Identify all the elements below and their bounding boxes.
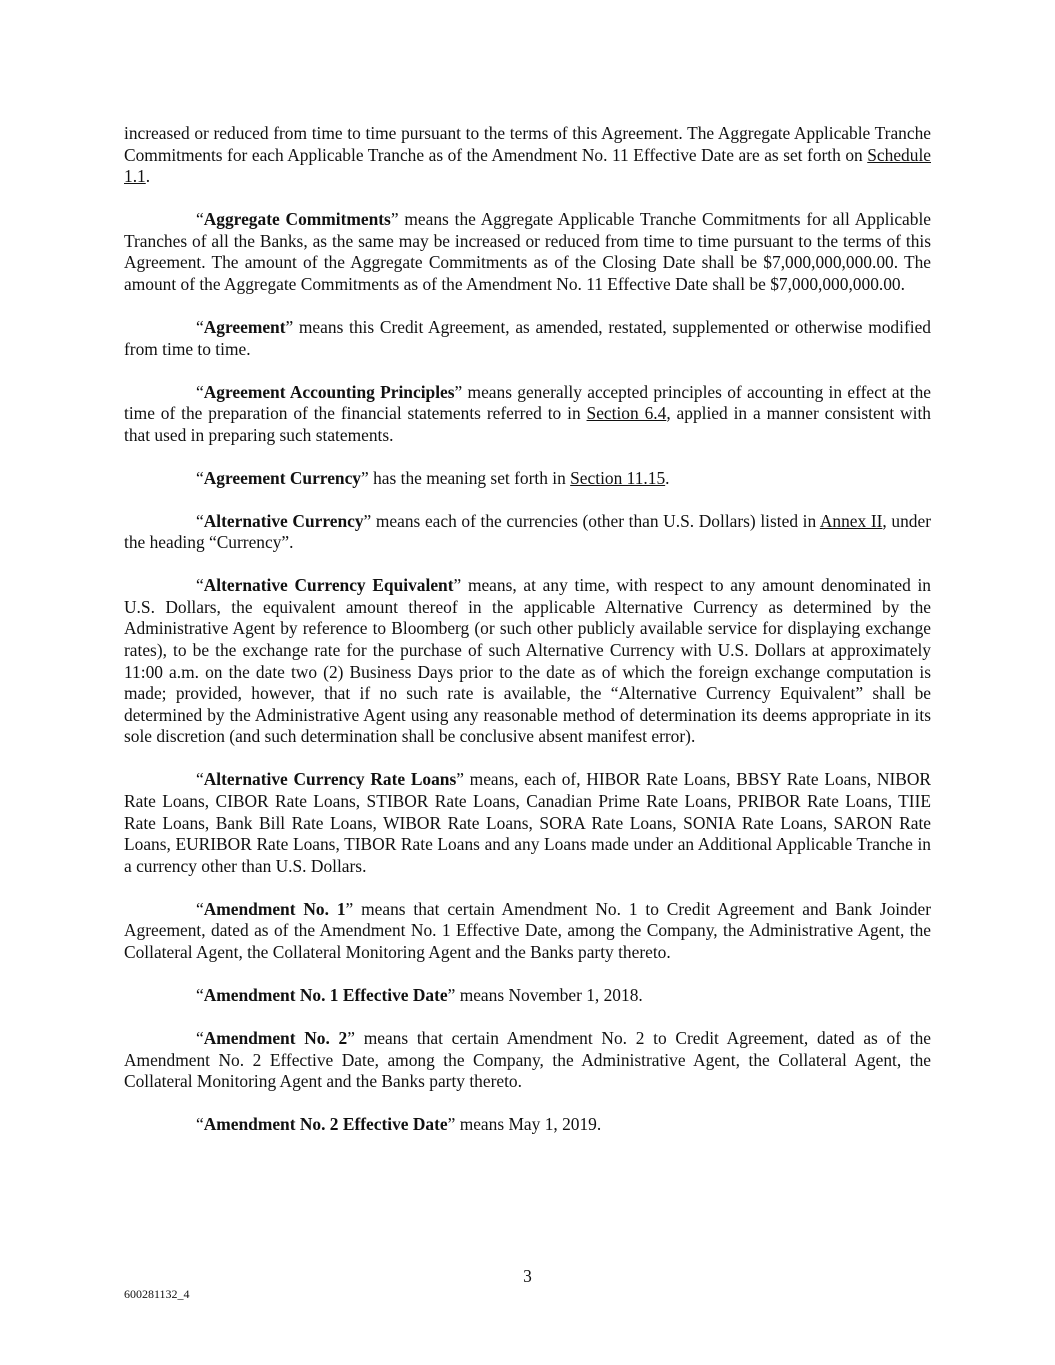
page-number: 3 — [523, 1266, 532, 1286]
cross-reference-link[interactable]: Section 6.4 — [586, 403, 667, 424]
defined-term: Amendment No. 1 — [203, 898, 346, 919]
definition-paragraph — [124, 1114, 931, 1136]
defined-term: Amendment No. 2 — [203, 1027, 348, 1048]
body-text: “ — [196, 510, 204, 531]
body-text: ” means this Credit Agreement, as amended, restated, supplemented or otherwise modified from time to time. — [124, 316, 931, 359]
document-body — [124, 123, 931, 1157]
defined-term: Agreement Currency — [203, 467, 362, 488]
defined-term: Agreement — [203, 316, 286, 337]
body-text: , applied in a manner consistent with that used in preparing such statements. — [124, 403, 931, 445]
body-text: ” means November 1, 2018. — [447, 984, 643, 1005]
defined-term: Alternative Currency Equivalent — [203, 575, 454, 596]
definition-paragraph — [124, 468, 931, 490]
defined-term: Alternative Currency — [203, 510, 364, 531]
body-text: . — [665, 467, 670, 488]
body-text: “ — [196, 1114, 204, 1135]
definition-paragraph — [124, 511, 931, 554]
defined-term: Alternative Currency Rate Loans — [203, 769, 457, 790]
definition-paragraph — [124, 317, 931, 360]
body-text: “ — [196, 209, 204, 230]
definition-paragraph — [124, 382, 931, 447]
body-text: “ — [196, 984, 204, 1005]
defined-term: Agreement Accounting Principles — [203, 381, 455, 402]
body-text: “ — [196, 1027, 204, 1048]
document-id: 600281132_4 — [124, 1287, 190, 1301]
body-text: “ — [196, 575, 204, 596]
cross-reference-link[interactable]: Schedule 1.1 — [124, 144, 931, 187]
body-text: “ — [196, 898, 204, 919]
body-text: ” has the meaning set forth in — [361, 467, 571, 488]
body-text: , under the heading “Currency”. — [124, 510, 931, 553]
body-text: “ — [196, 381, 204, 402]
body-text: ” means generally accepted principles of accounting in effect at the time of the preparation of the financial statements referred to in — [124, 381, 931, 424]
definition-paragraph — [124, 899, 931, 964]
body-text: ” means that certain Amendment No. 1 to Credit Agreement and Bank Joinder Agreement, dated as of the Amendment No. 1 Effective Date, among the Company, the Administrative Agent, the Collateral Agent, the Collateral Monitoring Agent and the Banks party thereto. — [124, 898, 931, 962]
definition-paragraph — [124, 209, 931, 295]
body-text: ” means the Aggregate Applicable Tranche Commitments for all Applicable Tranches of all the Banks, as the same may be increased or reduced from time to time pursuant to the terms of this Agreement. The amount of the Aggregate Commitments as of the Closing Date shall be $7,000,000,000.00. The amount of the Aggregate Commitments as of the Amendment No. 11 Effective Date shall be $7,000,000,000.00. — [124, 209, 932, 294]
body-text: ” means that certain Amendment No. 2 to Credit Agreement, dated as of the Amendment No. 2 Effective Date, among the Company, the Administrative Agent, the Collateral Agent, the Collateral Monitoring Agent and the Banks party thereto. — [124, 1027, 931, 1092]
body-text: . — [145, 166, 151, 187]
defined-term: Aggregate Commitments — [203, 209, 391, 230]
body-text: ” means, at any time, with respect to any amount denominated in U.S. Dollars, the equivalent amount thereof in the applicable Alternative Currency as determined by the Administrative Agent by reference to Bloomberg (or such other publicly available service for displaying exchange rates), to be the exchange rate for the purchase of such Alternative Currency with U.S. Dollars at approximately 11:00 a.m. on the date two (2) Business Days prior to the date as of which the foreign exchange computation is made; provided, however, that if no such rate is available, the “Alternative Currency Equivalent” shall be determined by the Administrative Agent using any reasonable method of determination its deems appropriate in its sole discretion (and such determination shall be conclusive absent manifest error). — [124, 575, 932, 747]
body-text: “ — [196, 769, 204, 790]
defined-term: Amendment No. 2 Effective Date — [203, 1114, 448, 1135]
definition-paragraph — [124, 985, 931, 1007]
body-text: “ — [196, 467, 204, 488]
defined-term: Amendment No. 1 Effective Date — [203, 984, 448, 1005]
body-text: ” means May 1, 2019. — [447, 1114, 602, 1135]
cross-reference-link[interactable]: Annex II — [819, 510, 883, 531]
definition-paragraph — [124, 123, 931, 188]
body-text: “ — [196, 316, 204, 337]
definition-paragraph — [124, 1028, 931, 1093]
definition-paragraph — [124, 575, 931, 748]
body-text: ” means, each of, HIBOR Rate Loans, BBSY Rate Loans, NIBOR Rate Loans, CIBOR Rate Loans, STIBOR Rate Loans, Canadian Prime Rate Loans, PRIBOR Rate Loans, TIIE Rate Loans, Bank Bill Rate Loans, WIBOR Rate Loans, SORA Rate Loans, SONIA Rate Loans, SARON Rate Loans, EURIBOR Rate Loans, TIBOR Rate Loans and any Loans made under an Additional Applicable Tranche in a currency other than U.S. Dollars. — [124, 769, 931, 876]
definition-paragraph — [124, 769, 931, 877]
body-text: increased or reduced from time to time pursuant to the terms of this Agreement. The Aggregate Applicable Tranche Commitments for each Applicable Tranche as of the Amendment No. 11 Effective Date are as set forth on — [124, 123, 931, 165]
body-text: ” means each of the currencies (other than U.S. Dollars) listed in — [363, 510, 820, 531]
cross-reference-link[interactable]: Section 11.15 — [570, 467, 666, 488]
